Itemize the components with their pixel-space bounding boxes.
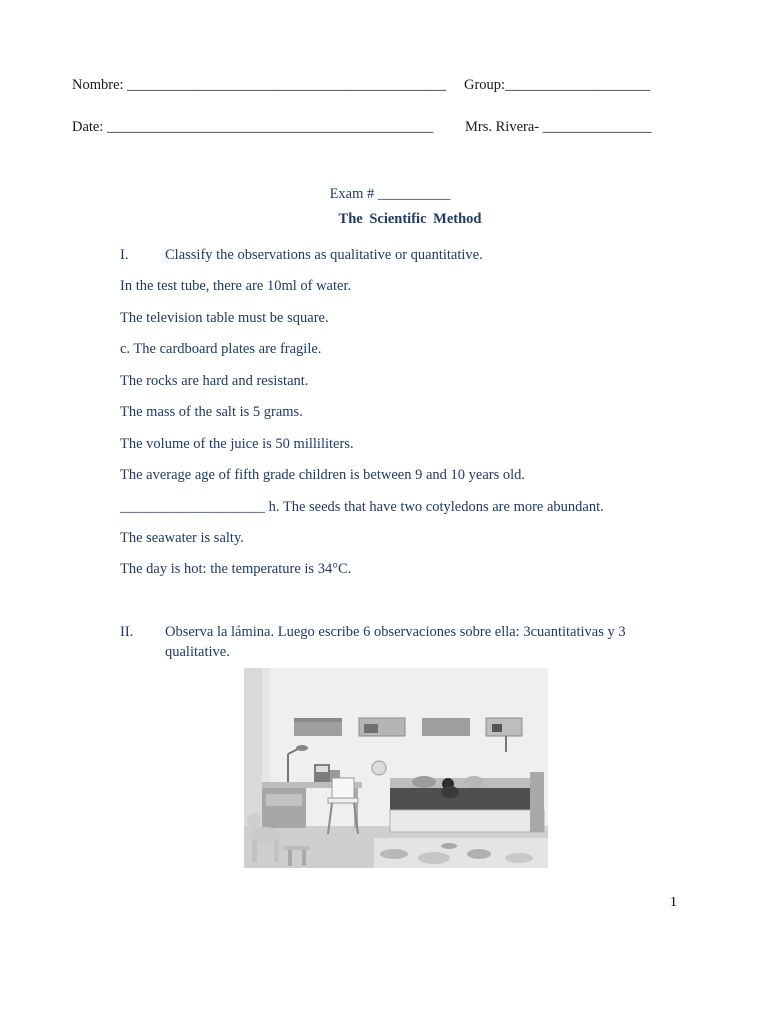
section-2-instruction: Observa la lámina. Luego escribe 6 observaciones sobre ella: 3cuantitativas y 3 (165, 624, 626, 640)
date-field-label: Date: _____________________________________________ (72, 119, 434, 135)
bedroom-photo (244, 668, 548, 868)
observation-item: The rocks are hard and resistant. (120, 373, 309, 389)
observation-item: The seawater is salty. (120, 530, 244, 546)
observation-item: The volume of the juice is 50 milliliters. (120, 436, 354, 452)
observation-item: ____________________ h. The seeds that have two cotyledons are more abundant. (120, 499, 604, 515)
observation-item: The mass of the salt is 5 grams. (120, 404, 303, 420)
name-field-label: Nombre: ____________________________________________ (72, 77, 447, 93)
observation-item: The day is hot: the temperature is 34°C. (120, 561, 352, 577)
section-2-instruction-continued: qualitative. (165, 644, 230, 660)
section-1-numeral: I. (120, 247, 129, 263)
observation-item: c. The cardboard plates are fragile. (120, 341, 322, 357)
observation-item: The television table must be square. (120, 310, 329, 326)
observation-item: In the test tube, there are 10ml of water. (120, 278, 352, 294)
group-field-label: Group:____________________ (464, 77, 651, 93)
exam-number: Exam # __________ (329, 186, 451, 202)
section-2-numeral: II. (120, 624, 134, 640)
teacher-field-label: Mrs. Rivera- _______________ (465, 119, 652, 135)
section-1-instruction: Classify the observations as qualitative or quantitative. (165, 247, 483, 263)
exam-title: The Scientific Method (338, 211, 482, 227)
observation-item: The average age of fifth grade children is between 9 and 10 years old. (120, 467, 526, 483)
page-number: 1 (670, 895, 677, 910)
